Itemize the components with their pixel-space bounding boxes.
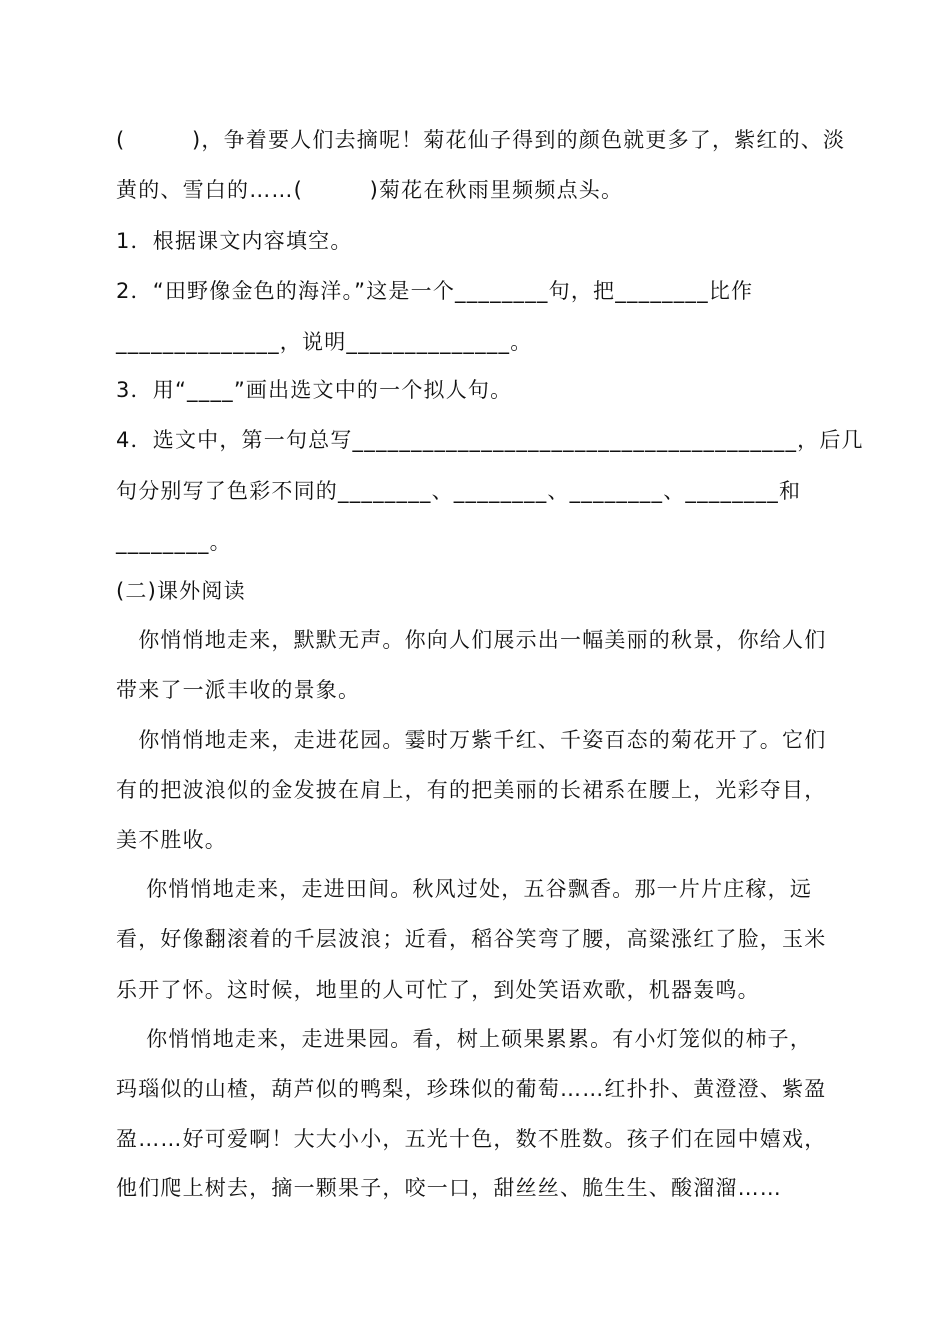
passage-line: 美不胜收。 (116, 828, 227, 852)
question-3: 3．用“____”画出选文中的一个拟人句。 (116, 378, 513, 402)
passage-line: 你悄悄地走来，走进花园。霎时万紫千红、千姿百态的菊花开了。它们 (116, 728, 827, 752)
passage-line: 他们爬上树去，摘一颗果子，咬一口，甜丝丝、脆生生、酸溜溜…… (116, 1176, 782, 1200)
question-4-end: ________。 (116, 530, 232, 554)
passage-line: 你悄悄地走来，默默无声。你向人们展示出一幅美丽的秋景，你给人们 (116, 628, 827, 652)
passage-line: 乐开了怀。这时候，地里的人可忙了，到处笑语欢歌，机器轰鸣。 (116, 978, 760, 1002)
question-4-continued: 句分别写了色彩不同的________、________、________、________和 (116, 479, 802, 503)
passage-line: 看，好像翻滚着的千层波浪；近看，稻谷笑弯了腰，高粱涨红了脸，玉米 (116, 927, 827, 951)
passage-line: 玛瑙似的山楂，葫芦似的鸭梨，珍珠似的葡萄……红扑扑、黄澄澄、紫盈 (116, 1077, 827, 1101)
question-2: 2．“田野像金色的海洋。”这是一个________句，把________比作 (116, 279, 754, 303)
text-line-1: ( )，争着要人们去摘呢！菊花仙子得到的颜色就更多了，紫红的、淡 (116, 128, 846, 152)
question-4: 4．选文中，第一句总写______________________________________，后几 (116, 428, 864, 452)
section-heading: (二)课外阅读 (116, 579, 246, 603)
passage-line: 盈……好可爱啊！大大小小，五光十色，数不胜数。孩子们在园中嬉戏， (116, 1127, 827, 1151)
question-2-continued: ______________，说明______________。 (116, 330, 533, 354)
question-1: 1．根据课文内容填空。 (116, 229, 353, 253)
passage-line: 带来了一派丰收的景象。 (116, 678, 361, 702)
passage-line: 你悄悄地走来，走进果园。看，树上硕果累累。有小灯笼似的柿子， (116, 1027, 813, 1051)
passage-line: 你悄悄地走来，走进田间。秋风过处，五谷飘香。那一片片庄稼，远 (116, 877, 813, 901)
passage-line: 有的把波浪似的金发披在肩上，有的把美丽的长裙系在腰上，光彩夺目， (116, 778, 827, 802)
text-line-2: 黄的、雪白的……( )菊花在秋雨里频频点头。 (116, 178, 624, 202)
